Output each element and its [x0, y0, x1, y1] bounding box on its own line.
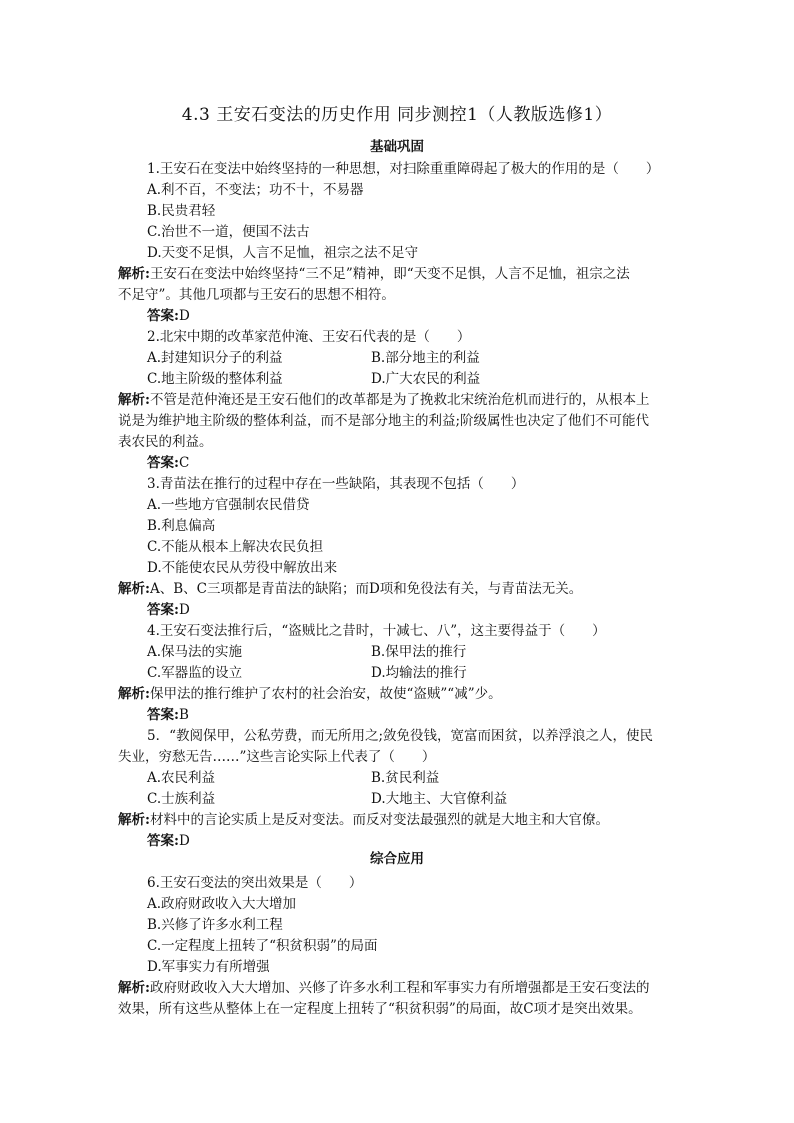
q5-option-b: B.贫民利益 — [371, 770, 440, 786]
q1-analysis-line2: 不足守”。其他几项都与王安石的思想不相符。 — [118, 287, 395, 303]
page-title: 4.3 王安石变法的历史作用 同步测控1（人教版选修1） — [181, 105, 613, 125]
q4-analysis-line1: 解析:保甲法的推行维护了农村的社会治安，故使“盗贼”“减”少。 — [118, 686, 502, 702]
q4-option-c: C.军器监的设立 — [147, 665, 243, 681]
section-heading-basic: 基础巩固 — [370, 139, 424, 155]
q2-option-a: A.封建知识分子的利益 — [147, 350, 283, 366]
q5-option-a: A.农民利益 — [147, 770, 216, 786]
question-4-stem: 4.王安石变法推行后，“盗贼比之昔时，十减七、八”，这主要得益于（ ） — [147, 623, 606, 639]
q3-option-b: B.利息偏高 — [147, 518, 216, 534]
q2-option-d: D.广大农民的利益 — [371, 371, 481, 387]
q2-analysis-line1: 解析:不管是范仲淹还是王安石他们的改革都是为了挽救北宋统治危机而进行的，从根本上 — [118, 392, 650, 408]
q5-answer: 答案:D — [147, 833, 190, 849]
section-heading-comprehensive: 综合应用 — [370, 851, 424, 867]
q6-option-b: B.兴修了许多水利工程 — [147, 917, 283, 933]
q1-option-b: B.民贵君轻 — [147, 203, 216, 219]
q6-option-a: A.政府财政收入大大增加 — [147, 896, 297, 912]
q4-option-a: A.保马法的实施 — [147, 644, 243, 660]
q4-option-b: B.保甲法的推行 — [371, 644, 467, 660]
q5-option-c: C.士族利益 — [147, 791, 216, 807]
q5-option-d: D.大地主、大官僚利益 — [371, 791, 508, 807]
q1-analysis-line1: 解析:王安石在变法中始终坚持“三不足”精神，即“天变不足惧，人言不足恤，祖宗之法 — [118, 266, 630, 282]
q6-option-d: D.军事实力有所增强 — [147, 959, 270, 975]
q2-answer: 答案:C — [147, 455, 190, 471]
question-5-stem-line2: 失业，穷愁无告……”这些言论实际上代表了（ ） — [118, 749, 436, 765]
q2-analysis-line3: 表农民的利益。 — [118, 434, 213, 450]
question-6-stem: 6.王安石变法的突出效果是（ ） — [147, 875, 363, 891]
q2-analysis-line2: 说是为维护地主阶级的整体利益，而不是部分地主的利益;阶级属性也决定了他们不可能代 — [118, 413, 650, 429]
q3-option-c: C.不能从根本上解决农民负担 — [147, 539, 324, 555]
question-1-stem: 1.王安石在变法中始终坚持的一种思想，对扫除重重障碍起了极大的作用的是（ ） — [147, 161, 660, 177]
q1-option-a: A.利不百，不变法；功不十，不易器 — [147, 182, 364, 198]
question-3-stem: 3.青苗法在推行的过程中存在一些缺陷，其表现不包括（ ） — [147, 476, 525, 492]
q3-answer: 答案:D — [147, 602, 190, 618]
q1-option-c: C.治世不一道，便国不法古 — [147, 224, 310, 240]
q3-option-d: D.不能使农民从劳役中解放出来 — [147, 560, 338, 576]
q1-option-d: D.天变不足惧，人言不足恤，祖宗之法不足守 — [147, 245, 419, 261]
q4-answer: 答案:B — [147, 707, 189, 723]
q3-option-a: A.一些地方官强制农民借贷 — [147, 497, 310, 513]
q2-option-c: C.地主阶级的整体利益 — [147, 371, 283, 387]
q6-analysis-line1: 解析:政府财政收入大大增加、兴修了许多水利工程和军事实力有所增强都是王安石变法的 — [118, 980, 650, 996]
q1-answer: 答案:D — [147, 308, 190, 324]
q6-option-c: C.一定程度上扭转了“积贫积弱”的局面 — [147, 938, 378, 954]
q6-analysis-line2: 效果，所有这些从整体上在一定程度上扭转了“积贫积弱”的局面，故C项才是突出效果。 — [118, 1001, 642, 1017]
question-5-stem-line1: 5．“教阅保甲，公私劳费，而无所用之;敛免役钱，宽富而困贫，以养浮浪之人，使民 — [147, 728, 654, 744]
q4-option-d: D.均输法的推行 — [371, 665, 467, 681]
q5-analysis-line1: 解析:材料中的言论实质上是反对变法。而反对变法最强烈的就是大地主和大官僚。 — [118, 812, 609, 828]
question-2-stem: 2.北宋中期的改革家范仲淹、王安石代表的是（ ） — [147, 329, 471, 345]
q3-analysis-line1: 解析:A、B、C三项都是青苗法的缺陷；而D项和免役法有关，与青苗法无关。 — [118, 581, 583, 597]
q2-option-b: B.部分地主的利益 — [371, 350, 480, 366]
